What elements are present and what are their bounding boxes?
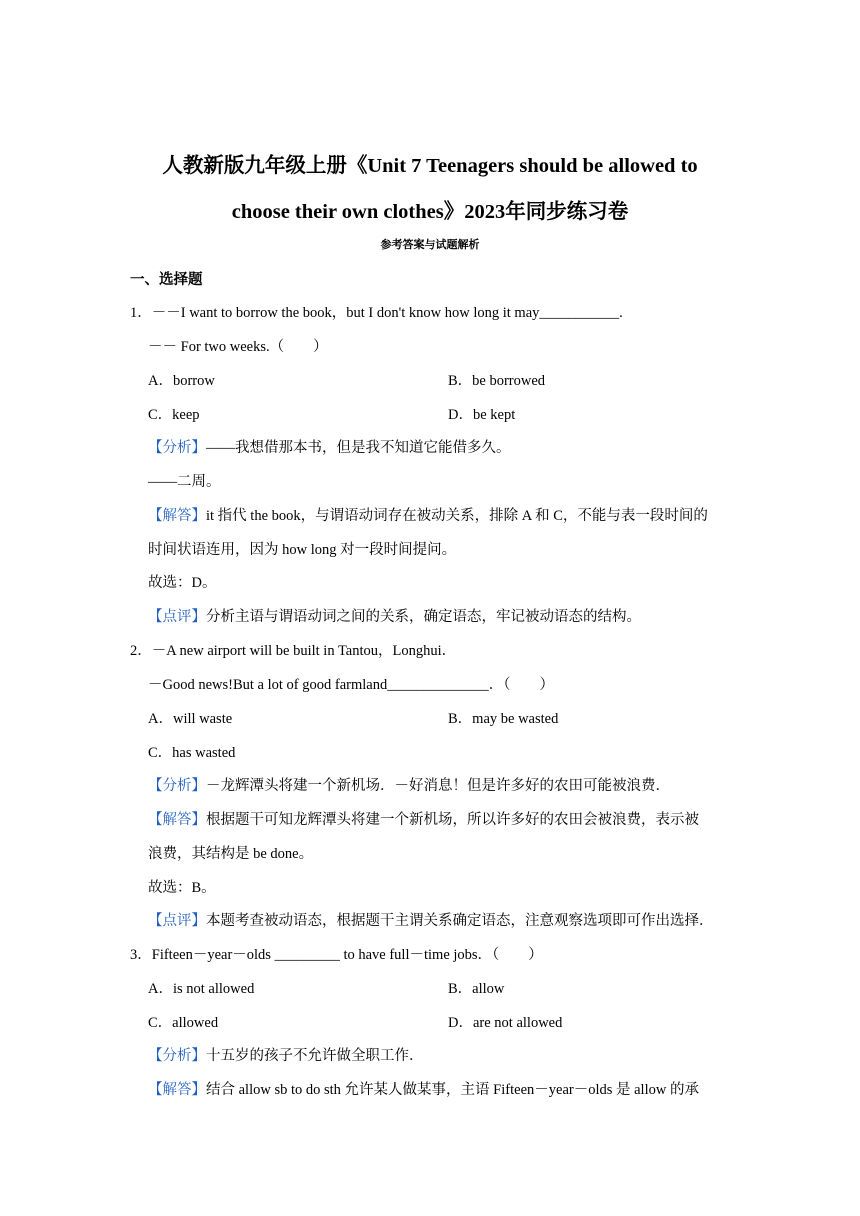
answer-tag: 【解答】 xyxy=(148,1082,206,1098)
q1-comment-text: 分析主语与谓语动词之间的关系，确定语态，牢记被动语态的结构。 xyxy=(206,609,641,625)
q1-option-c: C．keep xyxy=(148,407,200,423)
q1-comment xyxy=(148,607,641,627)
q2-choice: 故选：B。 xyxy=(148,880,216,896)
q3-option-b: B．allow xyxy=(448,981,505,997)
answer-tag: 【解答】 xyxy=(148,812,206,828)
q2-comment xyxy=(148,911,714,931)
q2-analysis-text: －龙辉潭头将建一个新机场．－好消息！但是许多好的农田可能被浪费． xyxy=(206,778,670,794)
q2-option-b: B．may be wasted xyxy=(448,711,559,727)
q2-stem: 2．－A new airport will be built in Tantou，Longhui． xyxy=(130,643,457,659)
q3-answer xyxy=(148,1080,699,1100)
section-heading: 一、选择题 xyxy=(130,272,203,288)
q1-analysis xyxy=(148,438,511,458)
q1-stem-reply: －－ For two weeks.（ ） xyxy=(148,339,328,355)
q1-analysis-2: ——二周。 xyxy=(148,474,221,490)
q2-stem-reply: －Good news!But a lot of good farmland______________．（ ） xyxy=(148,677,554,693)
q1-option-d: D．be kept xyxy=(448,407,516,423)
analysis-tag: 【分析】 xyxy=(148,440,206,456)
q3-answer-text: 结合 allow sb to do sth 允许某人做某事，主语 Fifteen－year－olds 是 allow 的承 xyxy=(206,1082,699,1098)
analysis-tag: 【分析】 xyxy=(148,1048,206,1064)
q1-answer xyxy=(148,506,708,526)
q3-option-c: C．allowed xyxy=(148,1015,219,1031)
q2-option-c: C．has wasted xyxy=(148,745,236,761)
q2-answer-2: 浪费，其结构是 be done。 xyxy=(148,846,314,862)
subtitle: 参考答案与试题解析 xyxy=(380,239,480,251)
comment-tag: 【点评】 xyxy=(148,913,206,929)
q3-analysis xyxy=(148,1046,424,1066)
q3-stem: 3．Fifteen－year－olds _________ to have full－time jobs．（ ） xyxy=(130,947,543,963)
q2-answer xyxy=(148,810,699,830)
title-line-1: 人教新版九年级上册《Unit 7 Teenagers should be allowed to xyxy=(162,155,698,177)
answer-tag: 【解答】 xyxy=(148,508,206,524)
q2-option-a: A．will waste xyxy=(148,711,233,727)
comment-tag: 【点评】 xyxy=(148,609,206,625)
q1-option-b: B．be borrowed xyxy=(448,373,546,389)
q1-answer-2: 时间状语连用，因为 how long 对一段时间提问。 xyxy=(148,542,457,558)
q1-answer-text: it 指代 the book，与谓语动词存在被动关系，排除 A 和 C，不能与表一段时间的 xyxy=(206,508,708,524)
q3-option-a: A．is not allowed xyxy=(148,981,255,997)
q1-option-a: A．borrow xyxy=(148,373,215,389)
q2-analysis xyxy=(148,776,670,796)
q3-option-d: D．are not allowed xyxy=(448,1015,563,1031)
q1-choice: 故选：D。 xyxy=(148,575,217,591)
q2-answer-text: 根据题干可知龙辉潭头将建一个新机场，所以许多好的农田会被浪费，表示被 xyxy=(206,812,699,828)
title-line-2: choose their own clothes》2023年同步练习卷 xyxy=(231,201,629,223)
q1-analysis-text: ——我想借那本书，但是我不知道它能借多久。 xyxy=(206,440,511,456)
analysis-tag: 【分析】 xyxy=(148,778,206,794)
q3-analysis-text: 十五岁的孩子不允许做全职工作． xyxy=(206,1048,424,1064)
q2-comment-text: 本题考查被动语态，根据题干主谓关系确定语态，注意观察选项即可作出选择． xyxy=(206,913,714,929)
q1-stem: 1．－－I want to borrow the book，but I don't know how long it may___________. xyxy=(130,305,623,321)
